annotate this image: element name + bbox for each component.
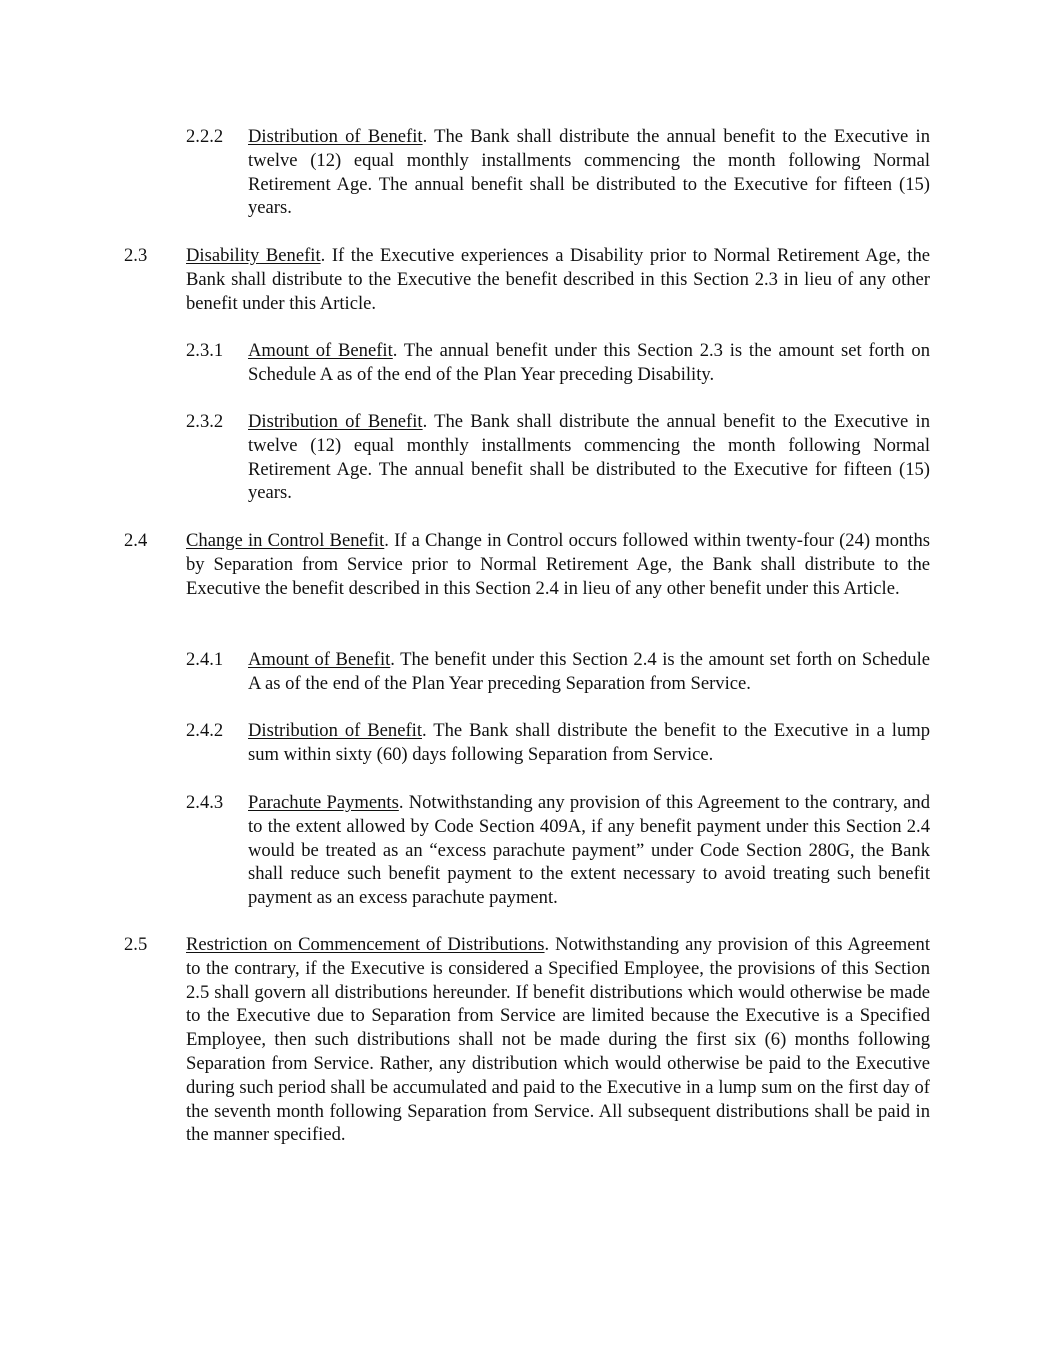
section-text <box>186 244 930 315</box>
section-body: . The annual benefit under this Section 2.3 is the amount set forth on Schedule A as of the end of the Plan Year preceding Disability. <box>248 340 930 385</box>
section-heading: Distribution of Benefit <box>248 720 422 741</box>
section-number: 2.2.2 <box>186 126 224 147</box>
section-body: . If the Executive experiences a Disability prior to Normal Retirement Age, the Bank shall distribute to the Executive the benefit described in this Section 2.3 in lieu of any other benefit under this Article. <box>186 245 930 314</box>
section-body: . The Bank shall distribute the benefit to the Executive in a lump sum within sixty (60) days following Separation from Service. <box>248 720 930 765</box>
section-heading: Amount of Benefit <box>248 649 391 670</box>
section-text <box>248 125 930 220</box>
section-body: . Notwithstanding any provision of this Agreement to the contrary, if the Executive is considered a Specified Employee, the provisions of this Section 2.5 shall govern all distributions hereunder. If benefit distributions which would otherwise be made to the Executive due to Separation from Service are limited because the Executive is a Specified Employee, then such distributions shall not be made during the first six (6) months following Separation from Service. Rather, any distribution which would otherwise be paid to the Executive during such period shall be accumulated and paid to the Executive in a lump sum on the first day of the seventh month following Separation from Service. All subsequent distributions shall be paid in the manner specified. <box>186 934 930 1146</box>
section-number: 2.3.1 <box>186 340 224 361</box>
section-heading: Restriction on Commencement of Distributions <box>186 934 545 955</box>
section-heading: Amount of Benefit <box>248 340 393 361</box>
section-2-4 <box>124 529 930 600</box>
section-2-3 <box>124 244 930 315</box>
section-heading: Distribution of Benefit <box>248 411 423 432</box>
section-number: 2.3.2 <box>186 411 224 432</box>
section-text <box>248 339 930 387</box>
section-2-3-2 <box>186 410 930 505</box>
section-body: . The benefit under this Section 2.4 is the amount set forth on Schedule A as of the end of the Plan Year preceding Separation from Service. <box>248 649 930 694</box>
section-body: . Notwithstanding any provision of this Agreement to the contrary, and to the extent allowed by Code Section 409A, if any benefit payment under this Section 2.4 would be treated as an “excess parachute payment” under Code Section 280G, the Bank shall reduce such benefit payment to the extent necessary to avoid treating such benefit payment as an excess parachute payment. <box>248 792 930 909</box>
section-2-2-2 <box>186 125 930 220</box>
section-text <box>248 791 930 910</box>
section-heading: Change in Control Benefit <box>186 530 385 551</box>
section-body: . The Bank shall distribute the annual benefit to the Executive in twelve (12) equal monthly installments commencing the month following Normal Retirement Age. The annual benefit shall be distributed to the Executive for fifteen (15) years. <box>248 411 930 504</box>
section-body: . If a Change in Control occurs followed within twenty-four (24) months by Separation from Service prior to Normal Retirement Age, the Bank shall distribute to the Executive the benefit described in this Section 2.4 in lieu of any other benefit under this Article. <box>186 530 930 599</box>
section-number: 2.4.1 <box>186 649 224 670</box>
section-2-4-3 <box>186 791 930 910</box>
section-number: 2.3 <box>124 245 148 266</box>
section-number: 2.4 <box>124 530 148 551</box>
section-text <box>248 719 930 767</box>
section-text <box>248 648 930 696</box>
section-2-4-1 <box>186 648 930 696</box>
section-text <box>248 410 930 505</box>
section-text <box>186 933 930 1147</box>
section-2-3-1 <box>186 339 930 387</box>
section-number: 2.5 <box>124 934 148 955</box>
section-heading: Disability Benefit <box>186 245 321 266</box>
section-body: . The Bank shall distribute the annual benefit to the Executive in twelve (12) equal monthly installments commencing the month following Normal Retirement Age. The annual benefit shall be distributed to the Executive for fifteen (15) years. <box>248 126 930 219</box>
section-2-4-2 <box>186 719 930 767</box>
section-number: 2.4.3 <box>186 792 224 813</box>
section-heading: Parachute Payments <box>248 792 399 813</box>
section-text <box>186 529 930 600</box>
section-heading: Distribution of Benefit <box>248 126 423 147</box>
section-2-5 <box>124 933 930 1147</box>
section-number: 2.4.2 <box>186 720 224 741</box>
